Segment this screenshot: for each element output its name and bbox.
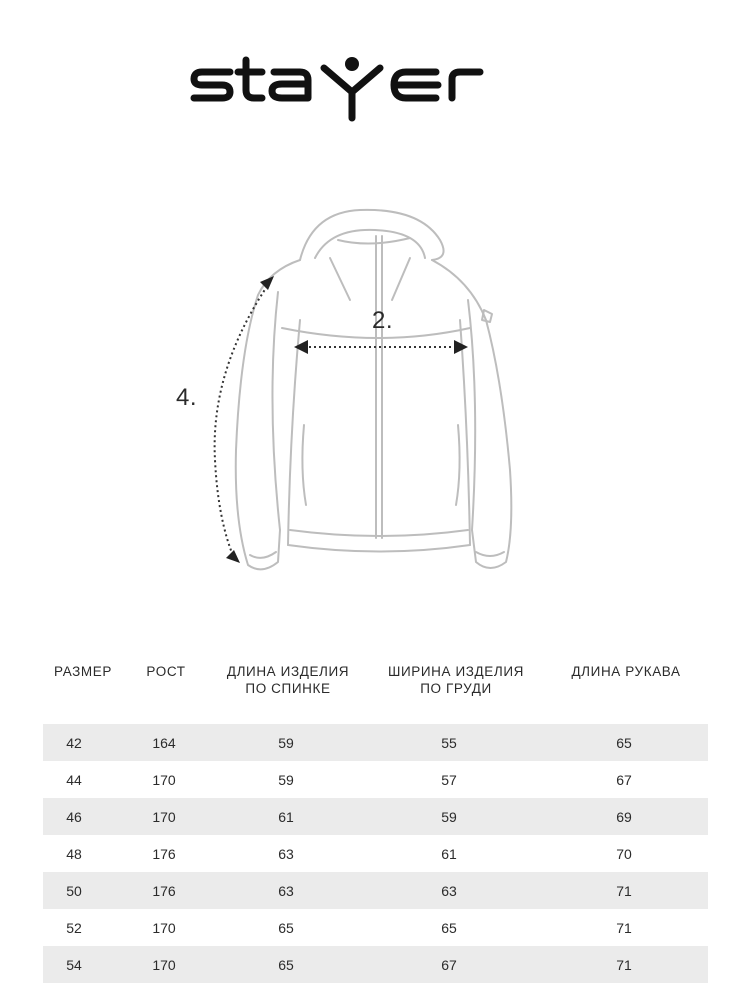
size-table-header <box>0 663 750 713</box>
cell-chest-width: 61 <box>441 846 457 862</box>
sleeve-length-marker: 4. <box>176 384 198 411</box>
cell-chest-width: 57 <box>441 772 457 788</box>
cell-back-length: 63 <box>278 883 294 899</box>
cell-chest-width: 63 <box>441 883 457 899</box>
table-row <box>43 909 708 946</box>
cell-sleeve-length: 67 <box>616 772 632 788</box>
cell-sleeve-length: 71 <box>616 883 632 899</box>
table-row <box>43 835 708 872</box>
cell-back-length: 65 <box>278 920 294 936</box>
table-row <box>43 946 708 983</box>
cell-height: 170 <box>152 957 176 973</box>
header-chest-width: ШИРИНА ИЗДЕЛИЯ ПО ГРУДИ <box>387 664 524 696</box>
cell-height: 176 <box>152 883 176 899</box>
cell-sleeve-length: 71 <box>616 920 632 936</box>
header-sleeve-length: ДЛИНА РУКАВА <box>571 664 681 679</box>
cell-size: 52 <box>66 920 82 936</box>
cell-size: 42 <box>66 735 82 751</box>
cell-back-length: 59 <box>278 735 294 751</box>
cell-height: 170 <box>152 920 176 936</box>
cell-sleeve-length: 69 <box>616 809 632 825</box>
header-back-length: ДЛИНА ИЗДЕЛИЯ ПО СПИНКЕ <box>226 664 350 696</box>
cell-size: 50 <box>66 883 82 899</box>
header-size: РАЗМЕР <box>54 664 112 679</box>
cell-size: 46 <box>66 809 82 825</box>
jacket-sketch <box>170 200 530 590</box>
cell-sleeve-length: 71 <box>616 957 632 973</box>
cell-height: 164 <box>152 735 176 751</box>
cell-back-length: 59 <box>278 772 294 788</box>
cell-chest-width: 55 <box>441 735 457 751</box>
cell-size: 44 <box>66 772 82 788</box>
cell-size: 54 <box>66 957 82 973</box>
cell-height: 176 <box>152 846 176 862</box>
cell-height: 170 <box>152 809 176 825</box>
cell-back-length: 63 <box>278 846 294 862</box>
cell-chest-width: 65 <box>441 920 457 936</box>
cell-sleeve-length: 65 <box>616 735 632 751</box>
cell-height: 170 <box>152 772 176 788</box>
cell-chest-width: 67 <box>441 957 457 973</box>
size-table-body <box>43 724 708 983</box>
cell-chest-width: 59 <box>441 809 457 825</box>
cell-sleeve-length: 70 <box>616 846 632 862</box>
table-row <box>43 872 708 909</box>
cell-size: 48 <box>66 846 82 862</box>
table-row <box>43 761 708 798</box>
table-row <box>43 724 708 761</box>
header-height: РОСТ <box>146 664 186 679</box>
cell-back-length: 61 <box>278 809 294 825</box>
brand-logo <box>190 52 560 124</box>
chest-width-marker: 2. <box>372 307 394 334</box>
table-row <box>43 798 708 835</box>
cell-back-length: 65 <box>278 957 294 973</box>
